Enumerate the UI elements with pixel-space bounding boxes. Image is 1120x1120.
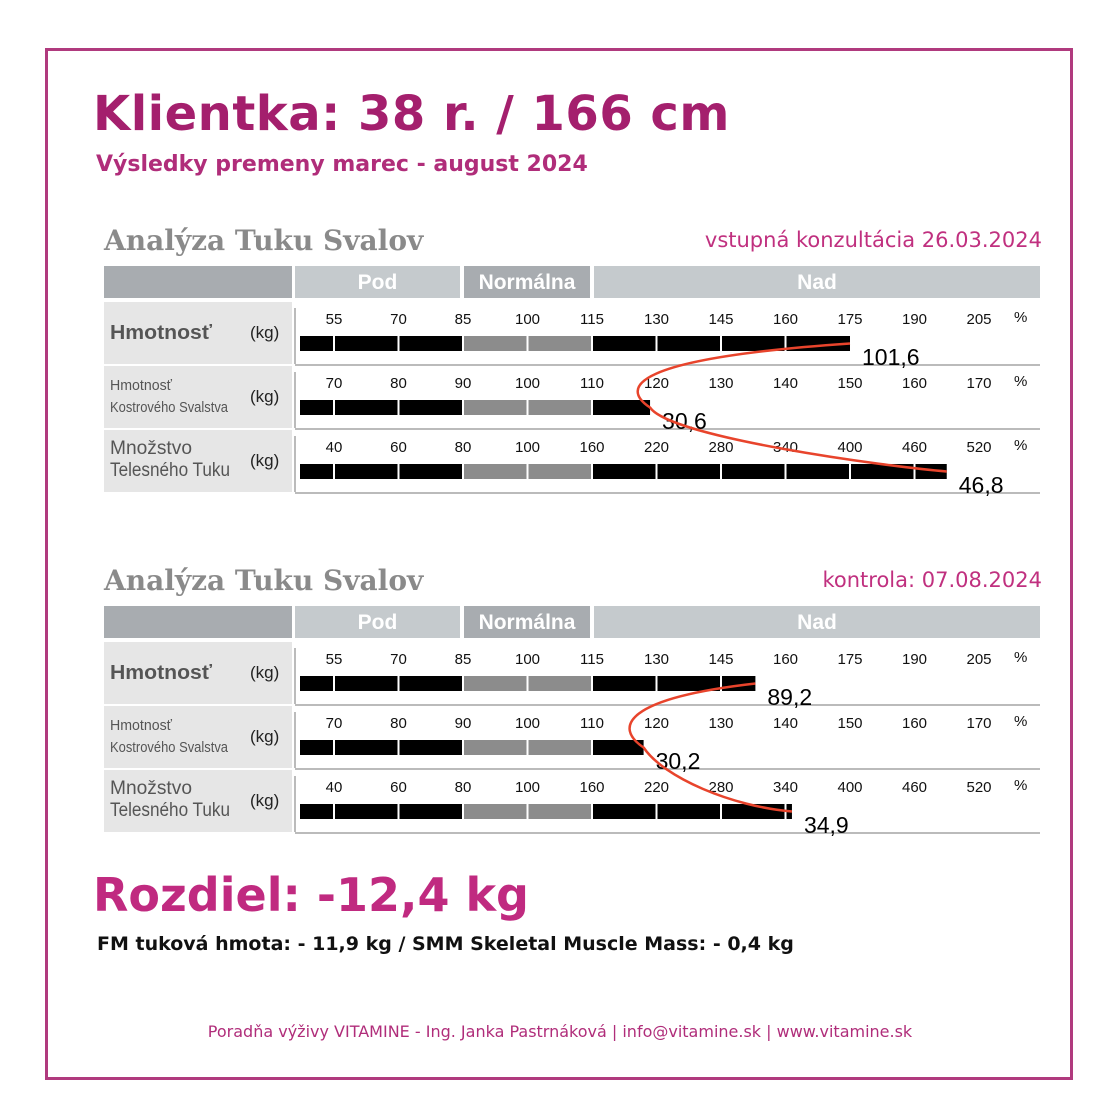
- row-unit: (kg): [250, 727, 280, 746]
- tick-label: 130: [708, 715, 734, 732]
- tick-label: 170: [966, 375, 992, 392]
- panel-title: Analýza Tuku Svalov: [104, 564, 424, 597]
- tick-label: 70: [325, 715, 343, 732]
- tick-label: 175: [837, 651, 863, 668]
- analysis-chart: [102, 224, 1042, 524]
- tick-label: 460: [901, 779, 928, 796]
- tick-label: 205: [966, 651, 992, 668]
- tick-label: 460: [901, 439, 928, 456]
- page-title: Klientka: 38 r. / 166 cm: [93, 86, 730, 142]
- value-label: 101,6: [862, 344, 920, 370]
- row-label: Hmotnosť: [110, 377, 173, 394]
- tick-label: 140: [772, 375, 799, 392]
- difference-summary: Rozdiel: -12,4 kg: [93, 868, 529, 922]
- percent-symbol: %: [1014, 649, 1028, 666]
- analysis-chart: [102, 564, 1042, 864]
- tick-label: 160: [772, 651, 799, 668]
- tick-label: 400: [837, 439, 863, 456]
- row-unit: (kg): [250, 663, 280, 682]
- tick-label: 85: [454, 651, 472, 668]
- tick-label: 110: [580, 375, 604, 392]
- value-label: 34,9: [803, 812, 849, 838]
- row-label: Telesného Tuku: [110, 460, 230, 481]
- tick-label: 190: [901, 311, 928, 328]
- tick-label: 55: [325, 651, 343, 668]
- tick-label: 60: [390, 779, 407, 796]
- tick-label: 115: [580, 311, 604, 328]
- row-label: Kostrového Svalstva: [110, 399, 229, 416]
- tick-label: 280: [708, 779, 734, 796]
- tick-label: 520: [966, 439, 992, 456]
- value-label: 89,2: [767, 684, 813, 710]
- tick-label: 150: [837, 715, 863, 732]
- tick-label: 90: [454, 715, 472, 732]
- tick-label: 90: [454, 375, 472, 392]
- row-label: Hmotnosť: [110, 717, 173, 734]
- tick-label: 110: [580, 715, 604, 732]
- tick-label: 130: [708, 375, 734, 392]
- tick-label: 60: [390, 439, 407, 456]
- row-unit: (kg): [250, 451, 280, 470]
- tick-label: 100: [514, 375, 541, 392]
- tick-label: 160: [901, 375, 928, 392]
- page-subtitle: Výsledky premeny marec - august 2024: [96, 152, 588, 177]
- tick-label: 80: [390, 715, 407, 732]
- band-label: Pod: [357, 271, 398, 294]
- tick-label: 140: [772, 715, 799, 732]
- tick-label: 100: [514, 651, 541, 668]
- row-label: Hmotnosť: [110, 662, 213, 684]
- tick-label: 80: [454, 779, 472, 796]
- tick-label: 100: [514, 779, 541, 796]
- tick-label: 100: [514, 715, 541, 732]
- band-header-blank: [104, 606, 292, 638]
- tick-label: 145: [708, 651, 734, 668]
- row-label: Množstvo: [110, 438, 192, 459]
- row-label: Množstvo: [110, 778, 192, 799]
- tick-label: 520: [966, 779, 992, 796]
- tick-label: 100: [514, 311, 541, 328]
- tick-label: 160: [579, 779, 605, 796]
- tick-label: 130: [643, 651, 670, 668]
- panel-date: kontrola: 07.08.2024: [822, 568, 1042, 592]
- tick-label: 160: [901, 715, 928, 732]
- tick-label: 190: [901, 651, 928, 668]
- tick-label: 145: [708, 311, 734, 328]
- tick-label: 80: [390, 375, 407, 392]
- tick-label: 340: [772, 439, 799, 456]
- row-unit: (kg): [250, 791, 280, 810]
- tick-label: 150: [837, 375, 863, 392]
- value-label: 30,6: [662, 408, 707, 434]
- percent-symbol: %: [1014, 309, 1028, 326]
- tick-label: 85: [454, 311, 472, 328]
- tick-label: 70: [325, 375, 343, 392]
- tick-label: 40: [325, 779, 343, 796]
- panel-title: Analýza Tuku Svalov: [104, 224, 424, 257]
- tick-label: 70: [390, 311, 407, 328]
- difference-detail: FM tuková hmota: - 11,9 kg / SMM Skeletal Muscle Mass: - 0,4 kg: [97, 933, 794, 955]
- percent-symbol: %: [1014, 713, 1028, 730]
- tick-label: 340: [772, 779, 799, 796]
- tick-label: 280: [708, 439, 734, 456]
- percent-symbol: %: [1014, 373, 1028, 390]
- band-label: Nad: [797, 271, 837, 294]
- band-label: Normálna: [478, 271, 576, 294]
- value-label: 30,2: [655, 748, 701, 774]
- tick-label: 170: [966, 715, 992, 732]
- analysis-panel-initial: [102, 224, 1042, 524]
- tick-label: 160: [772, 311, 799, 328]
- percent-symbol: %: [1014, 437, 1028, 454]
- tick-label: 130: [643, 311, 670, 328]
- band-label: Pod: [357, 611, 398, 634]
- footer-contact: Poradňa výživy VITAMINE - Ing. Janka Pastrnáková | info@vitamine.sk | www.vitamine.sk: [207, 1022, 913, 1041]
- tick-label: 115: [580, 651, 604, 668]
- panel-date: vstupná konzultácia 26.03.2024: [704, 228, 1042, 252]
- tick-label: 80: [454, 439, 472, 456]
- tick-label: 205: [966, 311, 992, 328]
- band-header-blank: [104, 266, 292, 298]
- tick-label: 175: [837, 311, 863, 328]
- tick-label: 220: [643, 779, 670, 796]
- tick-label: 40: [325, 439, 343, 456]
- tick-label: 400: [837, 779, 863, 796]
- tick-label: 220: [643, 439, 670, 456]
- row-label: Kostrového Svalstva: [110, 739, 229, 756]
- band-label: Normálna: [478, 611, 576, 634]
- tick-label: 120: [643, 715, 670, 732]
- row-unit: (kg): [250, 387, 280, 406]
- tick-label: 70: [390, 651, 407, 668]
- analysis-panel-control: [102, 564, 1042, 864]
- row-unit: (kg): [250, 323, 280, 342]
- tick-label: 100: [514, 439, 541, 456]
- percent-symbol: %: [1014, 777, 1028, 794]
- row-label: Telesného Tuku: [110, 800, 230, 821]
- tick-label: 55: [325, 311, 343, 328]
- value-label: 46,8: [958, 472, 1004, 498]
- tick-label: 120: [643, 375, 670, 392]
- band-label: Nad: [797, 611, 837, 634]
- tick-label: 160: [579, 439, 605, 456]
- row-label: Hmotnosť: [110, 322, 213, 344]
